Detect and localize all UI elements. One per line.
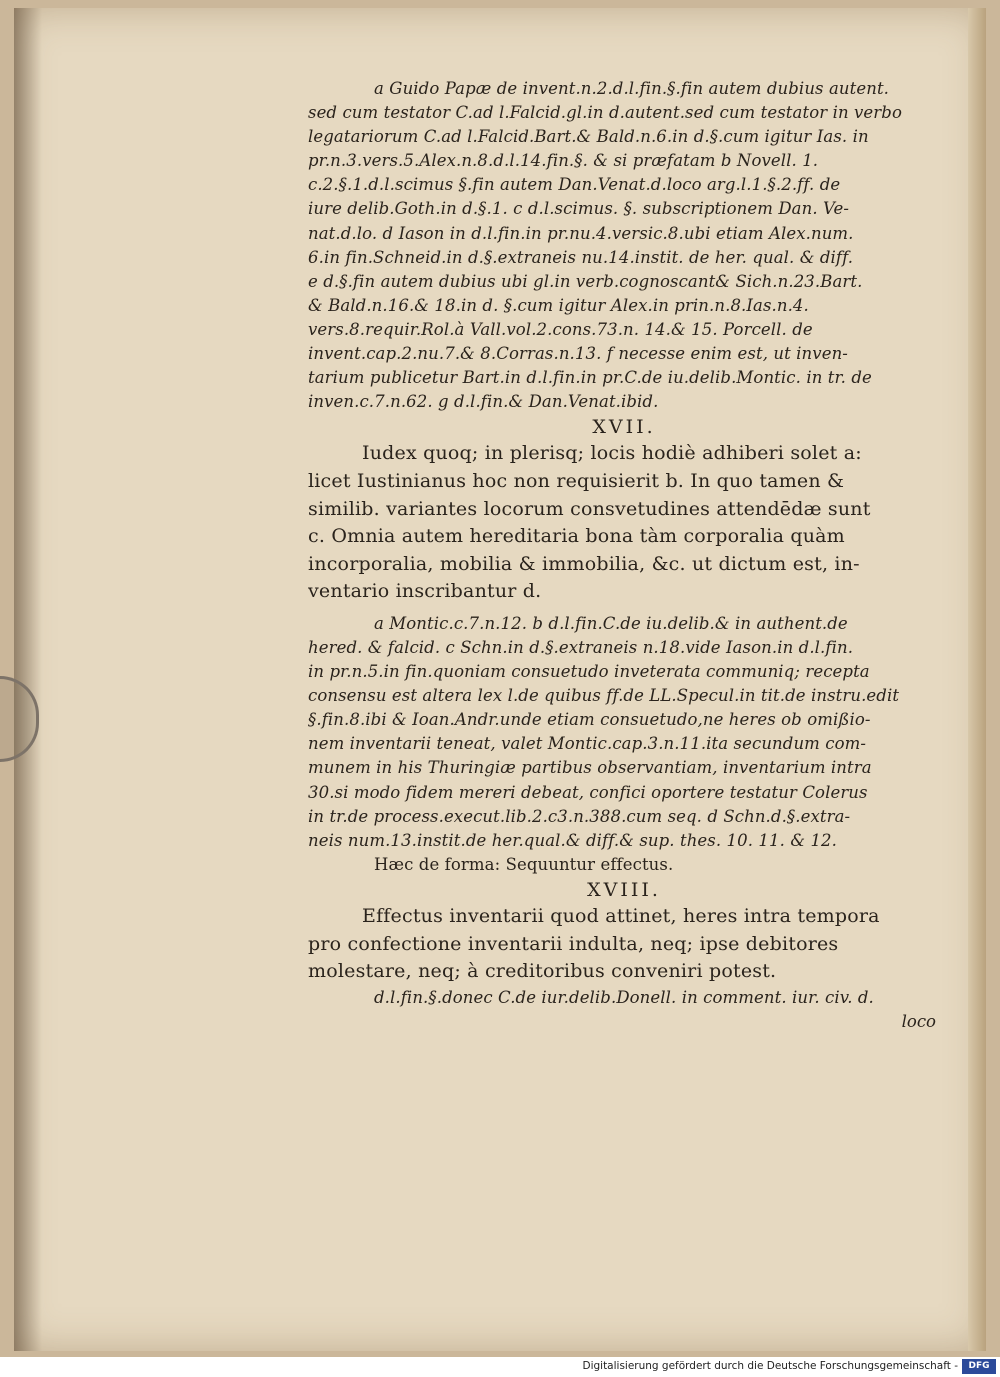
- body-line: ventario inscribantur d.: [308, 580, 542, 603]
- footnote-line: 30.si modo fidem mereri debeat, confici oportere testatur Colerus: [308, 782, 868, 802]
- body-line: Effectus inventarii quod attinet, heres intra tempora: [362, 904, 880, 927]
- footnote-line: legatariorum C.ad l.Falcid.Bart.& Bald.n.6.in d.§.cum igitur Ias. in: [308, 127, 869, 147]
- footnotes-block-3: [308, 986, 940, 1010]
- footnotes-block-1: [308, 77, 940, 414]
- footnote-line: pr.n.3.vers.5.Alex.n.8.d.l.14.fin.§. & si præfatam b Novell. 1.: [308, 151, 819, 171]
- body-line: pro confectione inventarii indulta, neq; ipse debitores: [308, 932, 839, 955]
- footnote-line: e d.§.fin autem dubius ubi gl.in verb.cognoscant& Sich.n.23.Bart.: [308, 271, 863, 291]
- footnote-line: in pr.n.5.in fin.quoniam consuetudo inveterata communiq; recepta: [308, 662, 870, 682]
- dfg-logo: DFG: [962, 1359, 996, 1374]
- section-body-18: [308, 903, 940, 986]
- spine-shadow: [14, 8, 42, 1351]
- section-heading-18: XVIII.: [587, 878, 661, 901]
- body-line: licet Iustinianus hoc non requisierit b. In quo tamen &: [308, 469, 845, 492]
- footnote-line: inven.c.7.n.62. g d.l.fin.& Dan.Venat.ibid.: [308, 392, 659, 412]
- body-line: Iudex quoq; in plerisq; locis hodiè adhiberi solet a:: [362, 442, 862, 465]
- footnote-line: §.fin.8.ibi & Ioan.Andr.unde etiam consuetudo,ne heres ob omißio-: [308, 710, 871, 730]
- footnote-line: a Guido Papæ de invent.n.2.d.l.fin.§.fin autem dubius autent.: [374, 79, 890, 98]
- page-edge: [968, 8, 986, 1351]
- footnote-line: sed cum testator C.ad l.Falcid.gl.in d.autent.sed cum testator in verbo: [308, 103, 902, 123]
- footnote-line: neis num.13.instit.de her.qual.& diff.& sup. thes. 10. 11. & 12.: [308, 830, 837, 850]
- footer-credit: Digitalisierung gefördert durch die Deutsche Forschungsgemeinschaft -: [582, 1360, 958, 1372]
- section-heading-17: XVII.: [592, 416, 656, 439]
- footnote-line: munem in his Thuringiæ partibus observantiam, inventarium intra: [308, 758, 872, 778]
- catchword: loco: [901, 1011, 936, 1031]
- footnote-line: hered. & falcid. c Schn.in d.§.extraneis n.18.vide Iason.in d.l.fin.: [308, 637, 854, 657]
- footnote-line: c.2.§.1.d.l.scimus §.fin autem Dan.Venat.d.loco arg.l.1.§.2.ff. de: [308, 175, 841, 195]
- footnote-line: d.l.fin.§.donec C.de iur.delib.Donell. in comment. iur. civ. d.: [374, 987, 874, 1007]
- footnote-line: invent.cap.2.nu.7.& 8.Corras.n.13. f necesse enim est, ut inven-: [308, 344, 848, 364]
- body-line: incorporalia, mobilia & immobilia, &c. ut dictum est, in-: [308, 552, 860, 575]
- footnote-line: Hæc de forma: Sequuntur effectus.: [374, 854, 674, 874]
- page-text: [308, 77, 940, 1034]
- body-line: c. Omnia autem hereditaria bona tàm corporalia quàm: [308, 525, 845, 548]
- footnotes-block-2: [308, 612, 940, 877]
- section-body-17: [308, 440, 940, 606]
- footnote-line: tarium publicetur Bart.in d.l.fin.in pr.C.de iu.delib.Montic. in tr. de: [308, 368, 872, 388]
- footnote-line: nem inventarii teneat, valet Montic.cap.3.n.11.ita secundum com-: [308, 734, 867, 754]
- body-line: molestare, neq; à creditoribus conveniri potest.: [308, 960, 777, 983]
- footnote-line: nat.d.lo. d Iason in d.l.fin.in pr.nu.4.versic.8.ubi etiam Alex.num.: [308, 223, 854, 243]
- footnote-line: consensu est altera lex l.de quibus ff.de LL.Specul.in tit.de instru.edit: [308, 686, 900, 706]
- footer-bar: [0, 1357, 1000, 1377]
- footnote-line: a Montic.c.7.n.12. b d.l.fin.C.de iu.delib.& in authent.de: [374, 613, 848, 633]
- footnote-line: 6.in fin.Schneid.in d.§.extraneis nu.14.instit. de her. qual. & diff.: [308, 247, 854, 267]
- footnote-line: in tr.de process.execut.lib.2.c3.n.388.cum seq. d Schn.d.§.extra-: [308, 806, 851, 826]
- footnote-line: iure delib.Goth.in d.§.1. c d.l.scimus. §. subscriptionem Dan. Ve-: [308, 199, 850, 219]
- body-line: similib. variantes locorum consvetudines attendēdæ sunt: [308, 497, 871, 520]
- footnote-line: & Bald.n.16.& 18.in d. §.cum igitur Alex.in prin.n.8.Ias.n.4.: [308, 295, 809, 315]
- footnote-line: vers.8.requir.Rol.à Vall.vol.2.cons.73.n. 14.& 15. Porcell. de: [308, 319, 813, 339]
